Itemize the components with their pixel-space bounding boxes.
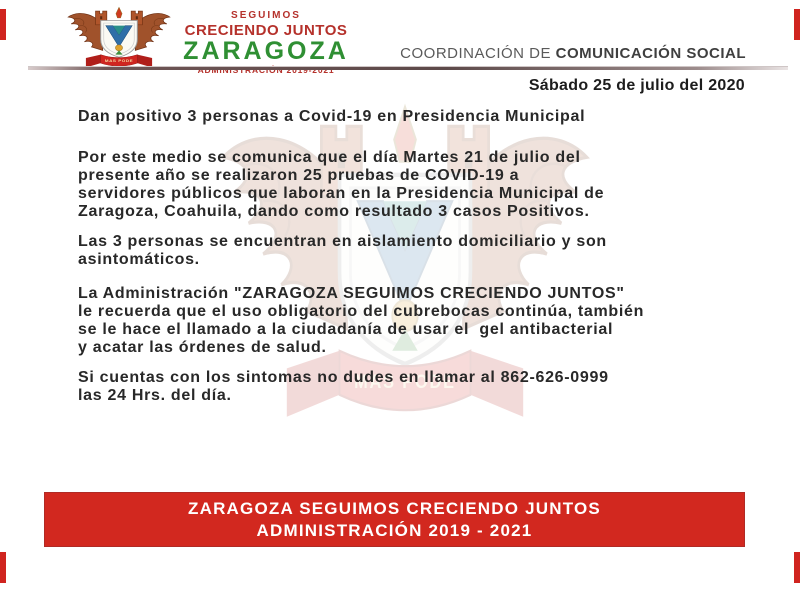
department-label-regular: COORDINACIÓN DE [400, 45, 556, 62]
header-divider [28, 66, 788, 70]
logo-motto-top: SEGUIMOS [231, 10, 301, 21]
paragraph-2: Las 3 personas se encuentran en aislamiento domiciliario y son asintomáticos. [78, 233, 607, 268]
corner-mark-bottom-left [0, 552, 6, 583]
logo-city-name: ZARAGOZA [183, 37, 349, 66]
coat-of-arms-icon [63, 6, 175, 70]
department-label [400, 45, 746, 62]
press-release-title: Dan positivo 3 personas a Covid-19 en Presidencia Municipal [78, 108, 586, 125]
footer-banner-line2: ADMINISTRACIÓN 2019 - 2021 [256, 520, 533, 540]
paragraph-3: La Administración "ZARAGOZA SEGUIMOS CRECIENDO JUNTOS" le recuerda que el uso obligatorio del cubrebocas continúa, también se le hace el llamado a la ciudadanía de usar el gel antibacterial y acatar las órdenes de salud. [78, 285, 645, 356]
corner-mark-bottom-right [794, 552, 800, 583]
date-label: Sábado 25 de julio del 2020 [528, 77, 745, 94]
paragraph-4: Si cuentas con los sintomas no dudes en llamar al 862-626-0999 las 24 Hrs. del día. [78, 369, 609, 404]
paragraph-1: Por este medio se comunica que el día Martes 21 de julio del presente año se realizaron 25 pruebas de COVID-19 a servidores públicos que laboran en la Presidencia Municipal de Zaragoza, Coahuila, dando como resultado 3 casos Positivos. [78, 149, 605, 220]
footer-banner-line1: ZARAGOZA SEGUIMOS CRECIENDO JUNTOS [188, 498, 601, 518]
corner-mark-top-left [0, 9, 6, 40]
logo-motto-main: CRECIENDO JUNTOS [184, 21, 348, 39]
footer-banner [44, 492, 745, 547]
corner-mark-top-right [794, 9, 800, 40]
logo-text-block [176, 11, 356, 74]
department-label-bold: COMUNICACIÓN SOCIAL [555, 45, 746, 62]
